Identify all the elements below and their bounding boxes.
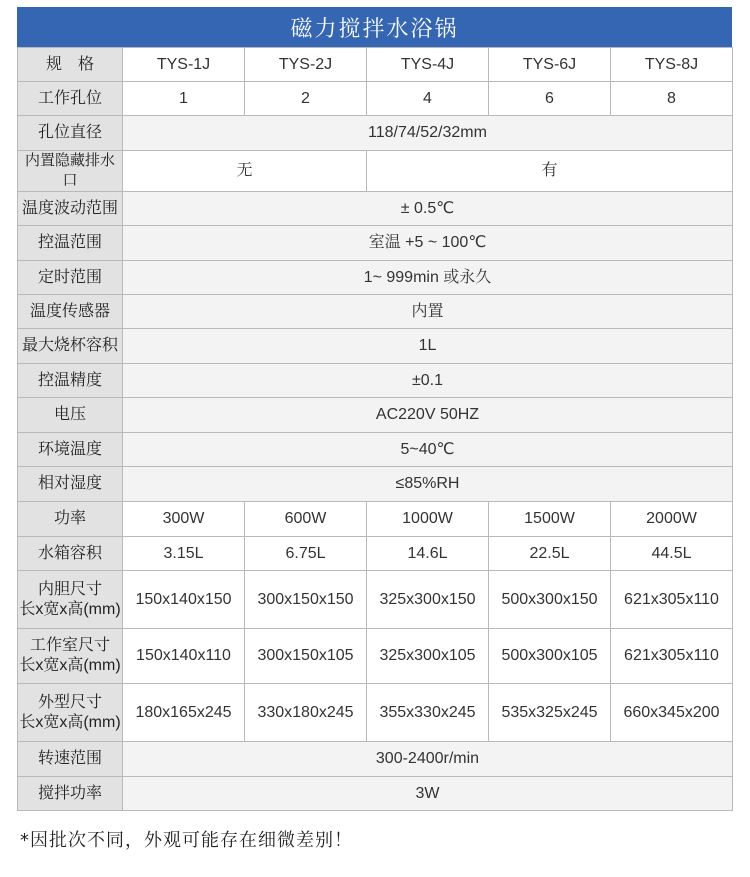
row-voltage — [18, 398, 733, 433]
inner-5: 621x305x110 — [611, 571, 733, 629]
model-5: TYS-8J — [611, 48, 733, 82]
label-sensor: 温度传感器 — [18, 295, 123, 329]
label-stir-power: 搅拌功率 — [18, 777, 123, 811]
inner-3: 325x300x150 — [367, 571, 489, 629]
inner-4: 500x300x150 — [489, 571, 611, 629]
inner-2: 300x150x150 — [245, 571, 367, 629]
row-hole-diameter — [18, 116, 733, 151]
holes-3: 4 — [367, 82, 489, 116]
row-power — [18, 502, 733, 537]
row-humidity — [18, 467, 733, 502]
env-temp-value: 5~40℃ — [123, 433, 733, 467]
row-drain — [18, 151, 733, 192]
holes-4: 6 — [489, 82, 611, 116]
tank-3: 14.6L — [367, 537, 489, 571]
row-beaker — [18, 329, 733, 364]
label-inner — [18, 571, 123, 629]
row-env-temp — [18, 433, 733, 467]
label-chamber — [18, 629, 123, 684]
model-3: TYS-4J — [367, 48, 489, 82]
chamber-2: 300x150x105 — [245, 629, 367, 684]
power-3: 1000W — [367, 502, 489, 537]
outer-1: 180x165x245 — [123, 684, 245, 742]
sensor-value: 内置 — [123, 295, 733, 329]
speed-value: 300-2400r/min — [123, 742, 733, 777]
outer-2: 330x180x245 — [245, 684, 367, 742]
chamber-5: 621x305x110 — [611, 629, 733, 684]
label-drain: 内置隐藏排水口 — [18, 151, 123, 192]
precision-value: ±0.1 — [123, 364, 733, 398]
row-temp-range — [18, 226, 733, 261]
row-precision — [18, 364, 733, 398]
label-beaker: 最大烧杯容积 — [18, 329, 123, 364]
label-voltage: 电压 — [18, 398, 123, 433]
table-title: 磁力搅拌水浴锅 — [17, 7, 732, 47]
label-holes: 工作孔位 — [18, 82, 123, 116]
label-outer — [18, 684, 123, 742]
label-hole-diameter: 孔位直径 — [18, 116, 123, 151]
label-outer-line1: 外型尺寸 — [37, 693, 102, 711]
row-temp-fluct — [18, 192, 733, 226]
power-5: 2000W — [611, 502, 733, 537]
row-outer — [18, 684, 733, 742]
humidity-value: ≤85%RH — [123, 467, 733, 502]
tank-4: 22.5L — [489, 537, 611, 571]
row-holes — [18, 82, 733, 116]
footnote: *因批次不同，外观可能存在细微差别！ — [20, 830, 353, 851]
timer-value: 1~ 999min 或永久 — [123, 261, 733, 295]
spec-table — [17, 47, 733, 811]
label-speed: 转速范围 — [18, 742, 123, 777]
label-chamber-line2: 长x宽x高(mm) — [19, 657, 121, 674]
stir-power-value: 3W — [123, 777, 733, 811]
holes-2: 2 — [245, 82, 367, 116]
label-precision: 控温精度 — [18, 364, 123, 398]
drain-value-yes: 有 — [367, 151, 733, 192]
row-chamber — [18, 629, 733, 684]
model-1: TYS-1J — [123, 48, 245, 82]
label-model: 规 格 — [18, 48, 123, 82]
beaker-value: 1L — [123, 329, 733, 364]
label-tank: 水箱容积 — [18, 537, 123, 571]
label-temp-range: 控温范围 — [18, 226, 123, 261]
outer-5: 660x345x200 — [611, 684, 733, 742]
row-tank — [18, 537, 733, 571]
voltage-value: AC220V 50HZ — [123, 398, 733, 433]
label-outer-line2: 长x宽x高(mm) — [19, 713, 121, 731]
power-2: 600W — [245, 502, 367, 537]
chamber-4: 500x300x105 — [489, 629, 611, 684]
row-model — [18, 48, 733, 82]
row-stir-power — [18, 777, 733, 811]
inner-1: 150x140x150 — [123, 571, 245, 629]
label-env-temp: 环境温度 — [18, 433, 123, 467]
label-power: 功率 — [18, 502, 123, 537]
label-chamber-line1: 工作室尺寸 — [29, 637, 110, 654]
temp-range-value: 室温 +5 ~ 100℃ — [123, 226, 733, 261]
label-timer: 定时范围 — [18, 261, 123, 295]
row-inner — [18, 571, 733, 629]
chamber-3: 325x300x105 — [367, 629, 489, 684]
model-4: TYS-6J — [489, 48, 611, 82]
tank-5: 44.5L — [611, 537, 733, 571]
model-2: TYS-2J — [245, 48, 367, 82]
chamber-1: 150x140x110 — [123, 629, 245, 684]
outer-4: 535x325x245 — [489, 684, 611, 742]
temp-fluct-value: ± 0.5℃ — [123, 192, 733, 226]
label-inner-line1: 内胆尺寸 — [37, 580, 102, 598]
label-inner-line2: 长x宽x高(mm) — [19, 600, 121, 618]
tank-1: 3.15L — [123, 537, 245, 571]
power-1: 300W — [123, 502, 245, 537]
row-sensor — [18, 295, 733, 329]
label-temp-fluct: 温度波动范围 — [18, 192, 123, 226]
tank-2: 6.75L — [245, 537, 367, 571]
label-humidity: 相对湿度 — [18, 467, 123, 502]
holes-1: 1 — [123, 82, 245, 116]
hole-diameter-value: 118/74/52/32mm — [123, 116, 733, 151]
drain-value-none: 无 — [123, 151, 367, 192]
spec-sheet — [17, 7, 732, 811]
holes-5: 8 — [611, 82, 733, 116]
row-timer — [18, 261, 733, 295]
outer-3: 355x330x245 — [367, 684, 489, 742]
row-speed — [18, 742, 733, 777]
power-4: 1500W — [489, 502, 611, 537]
